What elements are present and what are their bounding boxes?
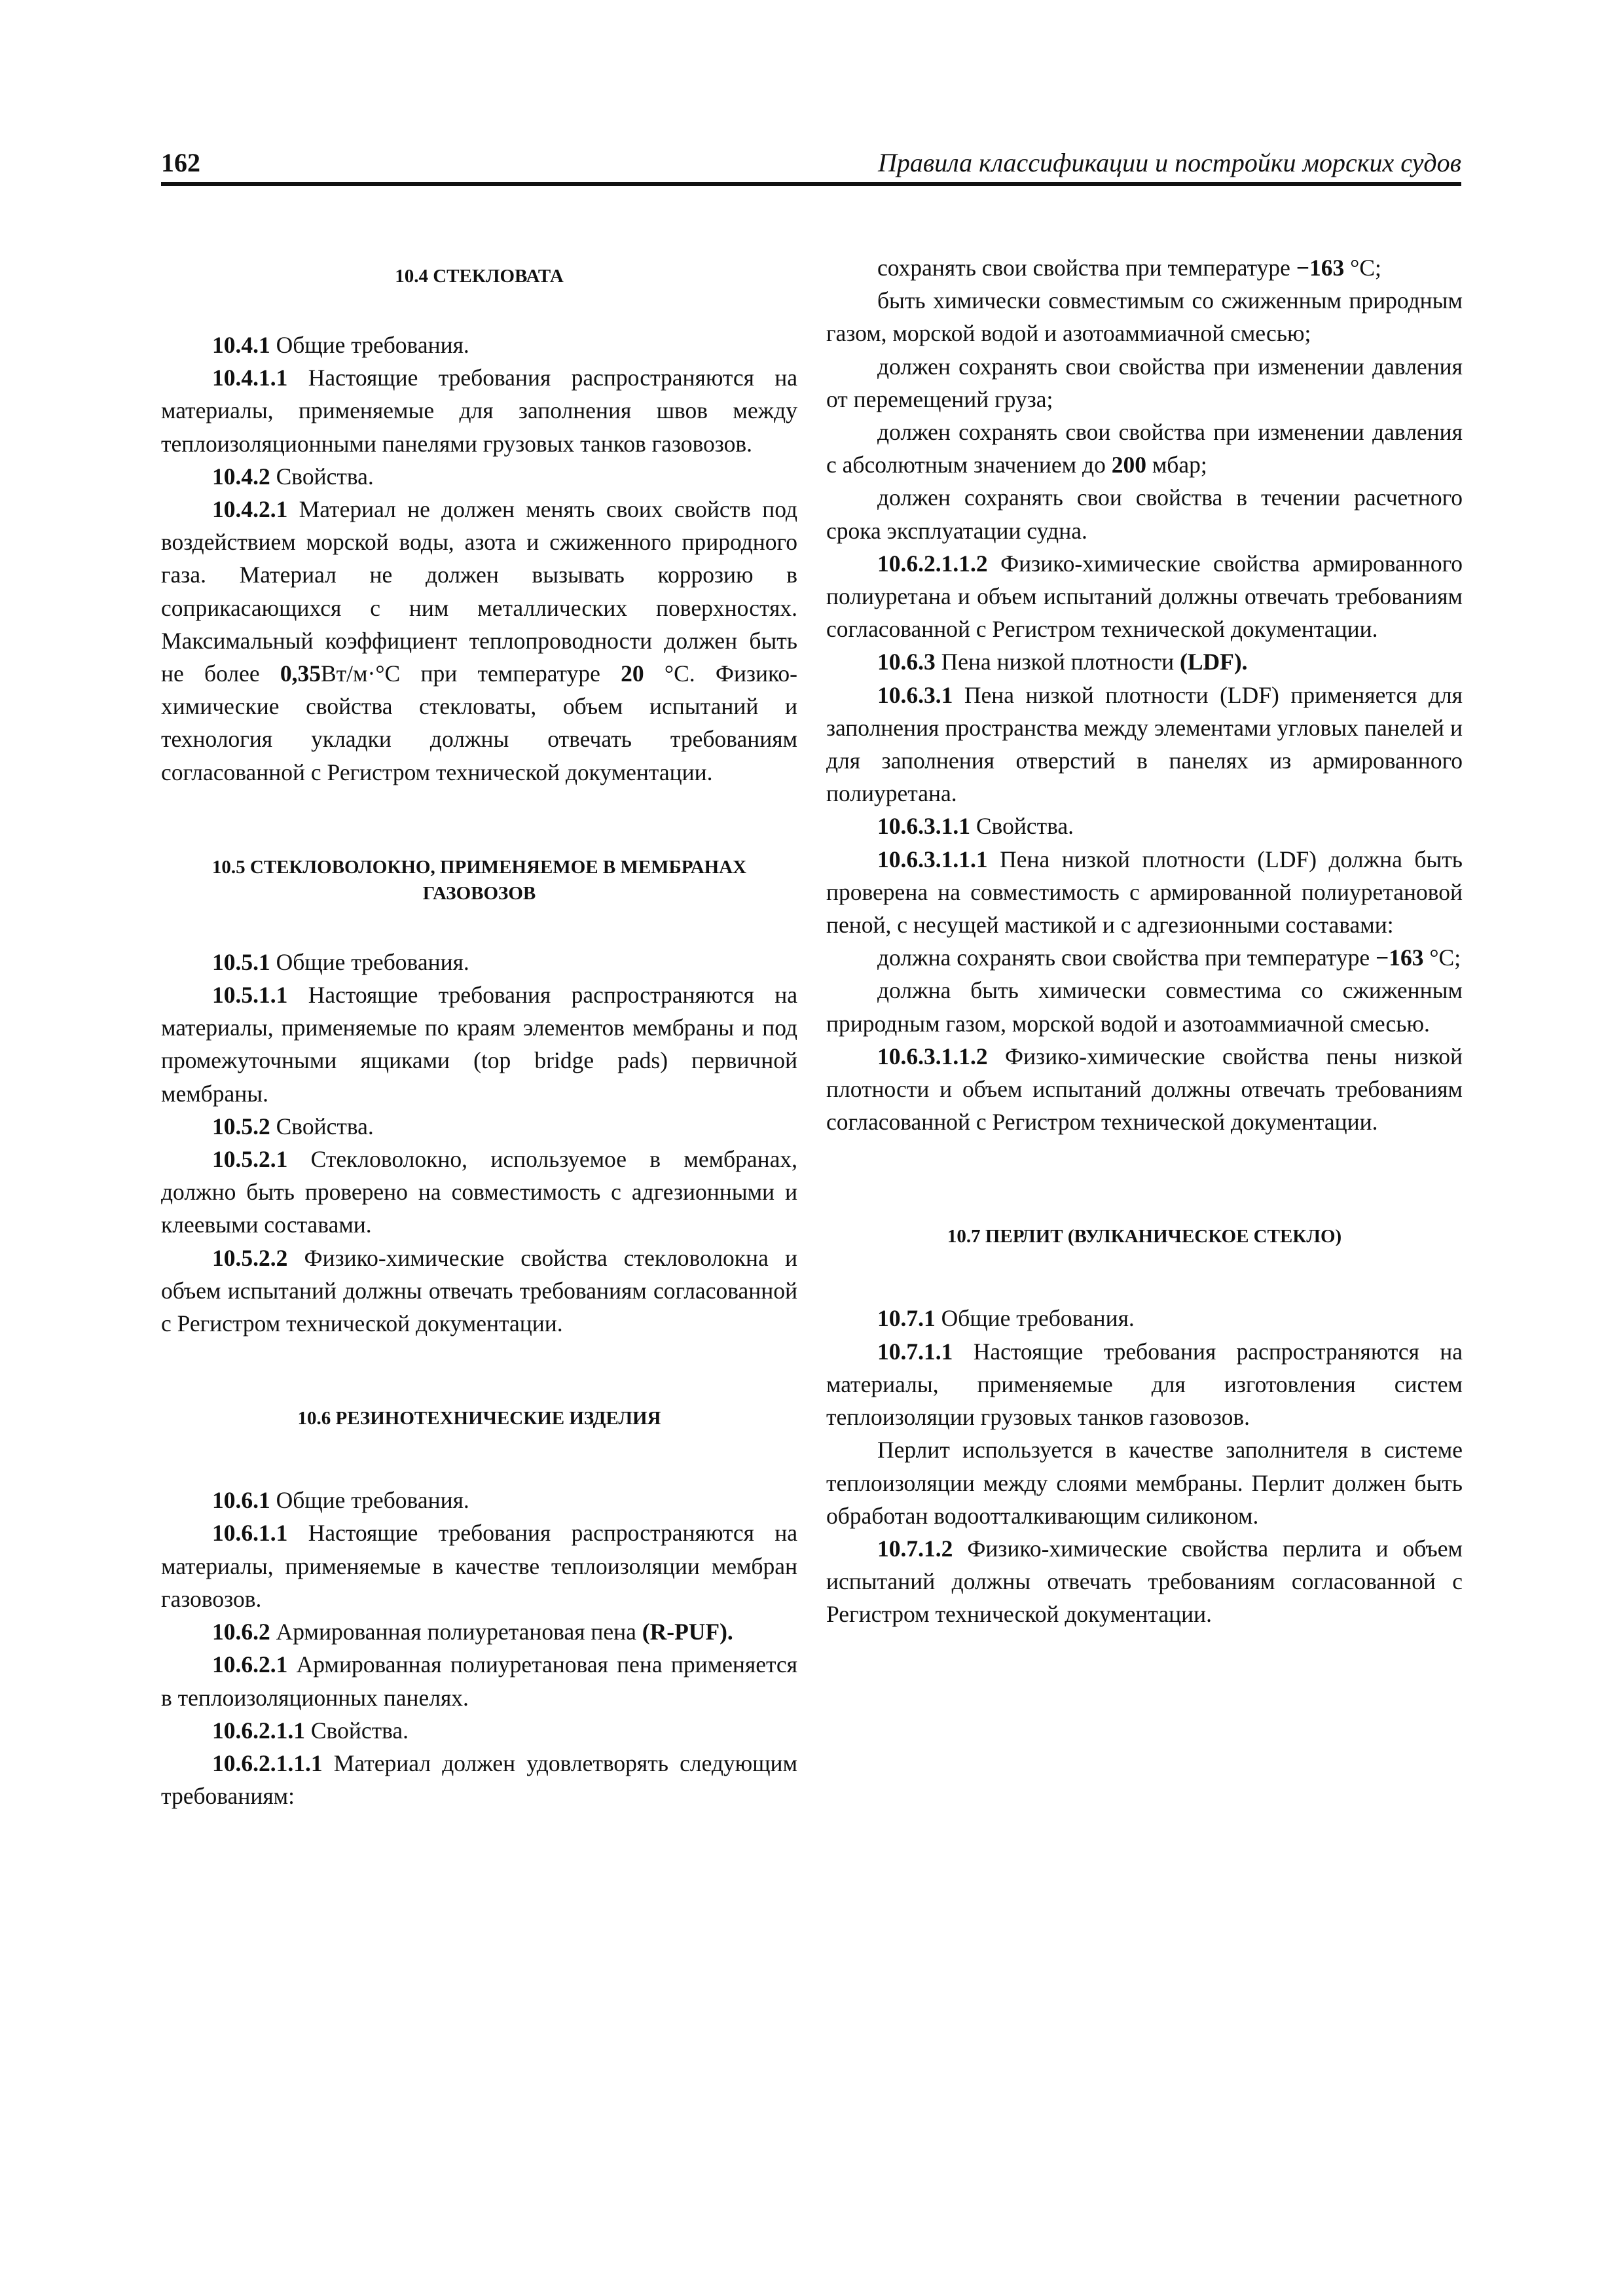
page-number: 162 xyxy=(161,148,200,177)
clause-number: 10.4.1.1 xyxy=(212,365,288,391)
clause-number: 10.7.1 xyxy=(877,1305,936,1332)
clause-number: 10.4.2.1 xyxy=(212,496,288,523)
abbreviation: (R-PUF). xyxy=(642,1619,733,1645)
paragraph xyxy=(161,1242,797,1340)
clause-text: Материал должен удовлетворять следующим требованиям: xyxy=(161,1749,797,1810)
paragraph xyxy=(826,843,1463,942)
clause-text: Свойства. xyxy=(305,1717,409,1744)
clause-number: 10.6.2.1.1.2 xyxy=(877,550,988,577)
paragraph xyxy=(161,329,797,361)
clause-text: Общие требования. xyxy=(270,332,469,358)
value: 20 xyxy=(621,660,644,687)
paragraph xyxy=(826,1302,1463,1335)
running-title: Правила классификации и постройки морских судов xyxy=(877,148,1461,177)
clause-number: 10.6.2.1.1.1 xyxy=(212,1749,323,1776)
paragraph xyxy=(161,1615,797,1648)
clause-text: Настоящие требования распространяются на материалы, применяемые для изготовления систем теплоизоляции грузовых танков газовозов. xyxy=(826,1338,1463,1431)
unit: мбар; xyxy=(1146,452,1207,478)
clause-number: 10.6.3 xyxy=(877,649,936,675)
clause-number: 10.6.3.1.1.1 xyxy=(877,846,988,872)
paragraph: быть химически совместимым со сжиженным природным газом, морской водой и азотоаммиачной смесью; xyxy=(826,287,1463,347)
clause-text: Пена низкой плотности (LDF) должна быть проверена на совместимость с армированной полиуретановой пеной, с несущей мастикой и с адгезионными составами: xyxy=(826,846,1463,939)
paragraph xyxy=(826,679,1463,810)
paragraph xyxy=(161,1714,797,1747)
clause-number: 10.6.2.1.1 xyxy=(212,1717,305,1744)
section-heading-10-6: 10.6 РЕЗИНОТЕХНИЧЕСКИЕ ИЗДЕЛИЯ xyxy=(297,1408,661,1429)
clause-text: Пена низкой плотности (LDF) применяется для заполнения пространства между элементами угловых панелей и для заполнения отверстий в панелях из армированного полиуретана. xyxy=(826,681,1463,807)
paragraph xyxy=(826,1532,1463,1631)
clause-text: Свойства. xyxy=(270,463,374,490)
clause-text: Общие требования. xyxy=(935,1305,1135,1332)
value: 0,35 xyxy=(280,660,321,687)
paragraph xyxy=(826,645,1463,678)
paragraph: должен сохранять свои свойства в течении расчетного срока эксплуатации судна. xyxy=(826,484,1463,544)
requirement-text: сохранять свои свойства при температуре xyxy=(877,255,1296,281)
clause-number: 10.6.1.1 xyxy=(212,1520,288,1547)
clause-text: Физико-химические свойства перлита и объем испытаний должны отвечать требованиям согласованной с Регистром технической документации. xyxy=(826,1535,1463,1628)
clause-number: 10.5.1 xyxy=(212,948,270,975)
value: −163 xyxy=(1296,255,1345,281)
clause-number: 10.6.3.1.1.2 xyxy=(877,1043,988,1069)
clause-number: 10.6.3.1 xyxy=(877,681,953,708)
paragraph xyxy=(826,941,1463,974)
section-heading-10-7: 10.7 ПЕРЛИТ (ВУЛКАНИЧЕСКОЕ СТЕКЛО) xyxy=(947,1226,1342,1247)
clause-number: 10.5.2.1 xyxy=(212,1146,288,1173)
clause-number: 10.6.2.1 xyxy=(212,1651,288,1678)
paragraph xyxy=(161,493,797,789)
clause-text: °С. Физико-химические свойства стекловаты, объем испытаний и технология укладки должны отвечать требованиям согласованной с Регистром технической документации. xyxy=(161,660,797,785)
clause-number: 10.7.1.2 xyxy=(877,1535,953,1562)
clause-text: Стекловолокно, используемое в мембранах, должно быть проверено на совместимость с адгезионными и клеевыми составами. xyxy=(161,1146,797,1238)
paragraph xyxy=(161,460,797,493)
requirement-text: должна сохранять свои свойства при температуре xyxy=(877,944,1376,971)
clause-number: 10.5.1.1 xyxy=(212,982,288,1009)
clause-number: 10.4.1 xyxy=(212,332,270,358)
paragraph xyxy=(161,1484,797,1516)
page-header xyxy=(161,143,1461,186)
paragraph xyxy=(161,1648,797,1713)
value: 200 xyxy=(1111,452,1146,478)
clause-number: 10.6.2 xyxy=(212,1619,270,1645)
clause-text: Свойства. xyxy=(270,1113,374,1139)
clause-text: Физико-химические свойства пены низкой плотности и объем испытаний должны отвечать требованиям согласованной с Регистром технической документации. xyxy=(826,1043,1463,1136)
right-column xyxy=(826,251,1463,1631)
section-heading-10-5: 10.5 СТЕКЛОВОЛОКНО, ПРИМЕНЯЕМОЕ В МЕМБРАНАХ ГАЗОВОЗОВ xyxy=(211,856,747,904)
value: −163 xyxy=(1376,944,1424,971)
paragraph xyxy=(826,810,1463,842)
clause-text: Общие требования. xyxy=(270,1487,469,1514)
paragraph xyxy=(826,547,1463,646)
paragraph xyxy=(161,978,797,1110)
left-column xyxy=(161,251,797,1812)
abbreviation: (LDF). xyxy=(1180,649,1248,675)
paragraph: Перлит используется в качестве заполнителя в системе теплоизоляции между слоями мембраны. Перлит должен быть обработан водоотталкивающим силиконом. xyxy=(826,1437,1463,1529)
paragraph xyxy=(161,1110,797,1143)
clause-text: Настоящие требования распространяются на материалы, применяемые для заполнения швов между теплоизоляционными панелями грузовых танков газовозов. xyxy=(161,365,797,457)
section-heading-10-4: 10.4 СТЕКЛОВАТА xyxy=(395,266,564,287)
clause-text: Свойства. xyxy=(970,813,1074,840)
clause-text: Настоящие требования распространяются на материалы, применяемые по краям элементов мембраны и под промежуточными ящиками (top bridge pads) первичной мембраны. xyxy=(161,982,797,1107)
clause-text: Вт/м·°С при температуре xyxy=(320,660,621,687)
clause-text: Армированная полиуретановая пена xyxy=(270,1619,642,1645)
clause-number: 10.6.3.1.1 xyxy=(877,813,970,840)
paragraph xyxy=(826,1040,1463,1139)
paragraph xyxy=(161,946,797,978)
paragraph xyxy=(161,361,797,460)
clause-text: Физико-химические свойства армированного полиуретана и объем испытаний должны отвечать требованиям согласованной с Регистром технической документации. xyxy=(826,550,1463,643)
clause-text: Настоящие требования распространяются на материалы, применяемые в качестве теплоизоляции мембран газовозов. xyxy=(161,1520,797,1612)
paragraph xyxy=(161,1516,797,1615)
unit: °С; xyxy=(1423,944,1461,971)
paragraph xyxy=(826,1335,1463,1434)
clause-text: Пена низкой плотности xyxy=(935,649,1180,675)
paragraph: должен сохранять свои свойства при изменении давления от перемещений груза; xyxy=(826,353,1463,412)
paragraph xyxy=(161,1143,797,1242)
clause-number: 10.5.2 xyxy=(212,1113,270,1139)
clause-text: Общие требования. xyxy=(270,948,469,975)
clause-text: Армированная полиуретановая пена применяется в теплоизоляционных панелях. xyxy=(161,1651,797,1711)
requirement-text: должен сохранять свои свойства при изменении давления с абсолютным значением до xyxy=(826,419,1463,478)
clause-number: 10.6.1 xyxy=(212,1487,270,1514)
clause-text: Материал не должен менять своих свойств под воздействием морской воды, азота и сжиженного природного газа. Материал не должен вызывать коррозию в соприкасающихся с ним металлических поверхностях. Максимальный коэффициент теплопроводности должен быть не более xyxy=(161,496,797,687)
paragraph: должна быть химически совместима со сжиженным природным газом, морской водой и азотоаммиачной смесью. xyxy=(826,977,1463,1037)
unit: °С; xyxy=(1344,255,1381,281)
clause-number: 10.5.2.2 xyxy=(212,1244,288,1271)
paragraph xyxy=(826,416,1463,481)
clause-number: 10.4.2 xyxy=(212,463,270,490)
clause-number: 10.7.1.1 xyxy=(877,1338,953,1365)
paragraph xyxy=(826,251,1463,284)
clause-text: Физико-химические свойства стекловолокна и объем испытаний должны отвечать требованиям согласованной с Регистром технической документации. xyxy=(161,1244,797,1337)
paragraph xyxy=(161,1747,797,1812)
